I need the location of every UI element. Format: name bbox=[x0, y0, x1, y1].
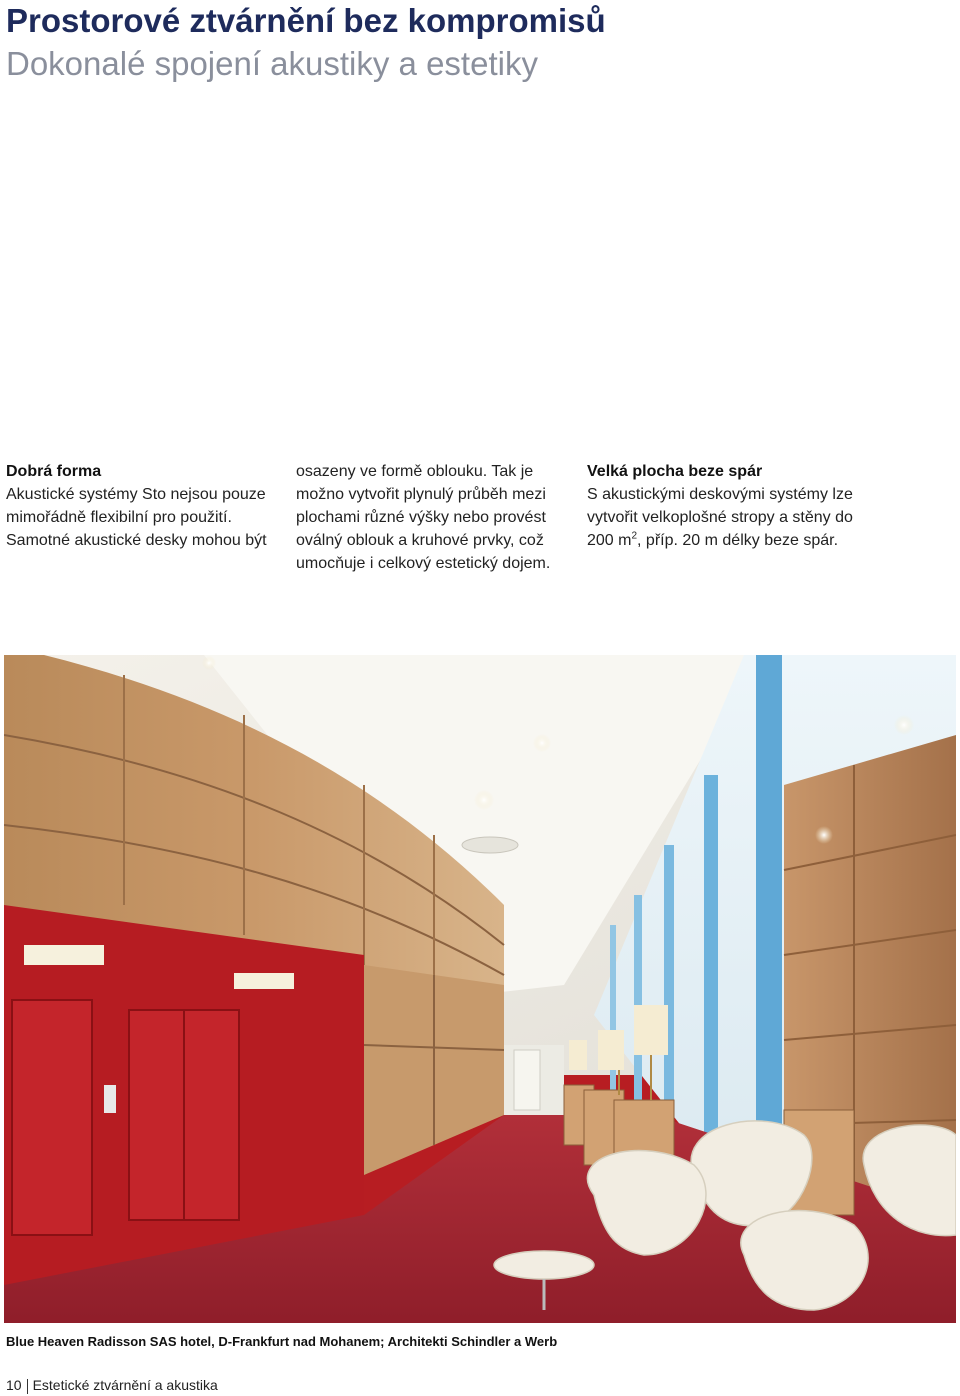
text-column-3 bbox=[587, 460, 859, 552]
column-text-part: S akustickými deskovými systémy lze vytvořit velkoplošné stropy a stěny do 200 m bbox=[587, 486, 853, 549]
page-subtitle: Dokonalé spojení akustiky a estetiky bbox=[6, 45, 538, 82]
interior-photo bbox=[4, 655, 956, 1323]
footer-section: Estetické ztvárnění a akustika bbox=[32, 1377, 218, 1393]
column-text: osazeny ve formě oblouku. Tak je možno vytvořit plynulý průběh mezi plochami různé výšky nebo provést oválný oblouk a kruhové prvky, což umocňuje i celkový estetický dojem. bbox=[296, 463, 551, 572]
superscript: 2 bbox=[631, 530, 638, 542]
column-heading: Velká plocha beze spár bbox=[587, 463, 763, 480]
column-text bbox=[587, 483, 859, 552]
footer-separator bbox=[27, 1379, 28, 1394]
page-title: Prostorové ztvárnění bez kompromisů bbox=[6, 2, 606, 39]
interior-photo-illustration bbox=[4, 655, 956, 1323]
text-column-2 bbox=[296, 460, 568, 575]
photo-caption: Blue Heaven Radisson SAS hotel, D-Frankfurt nad Mohanem; Architekti Schindler a Werb bbox=[6, 1334, 558, 1349]
column-heading: Dobrá forma bbox=[6, 463, 102, 480]
text-column-1 bbox=[6, 460, 278, 552]
page-number: 10 bbox=[6, 1377, 22, 1393]
page-footer bbox=[6, 1376, 218, 1394]
column-text-part: , příp. 20 m délky beze spár. bbox=[637, 532, 839, 549]
column-text: Akustické systémy Sto nejsou pouze mimořádně flexibilní pro použití. Samotné akustické desky mohou být bbox=[6, 486, 267, 549]
